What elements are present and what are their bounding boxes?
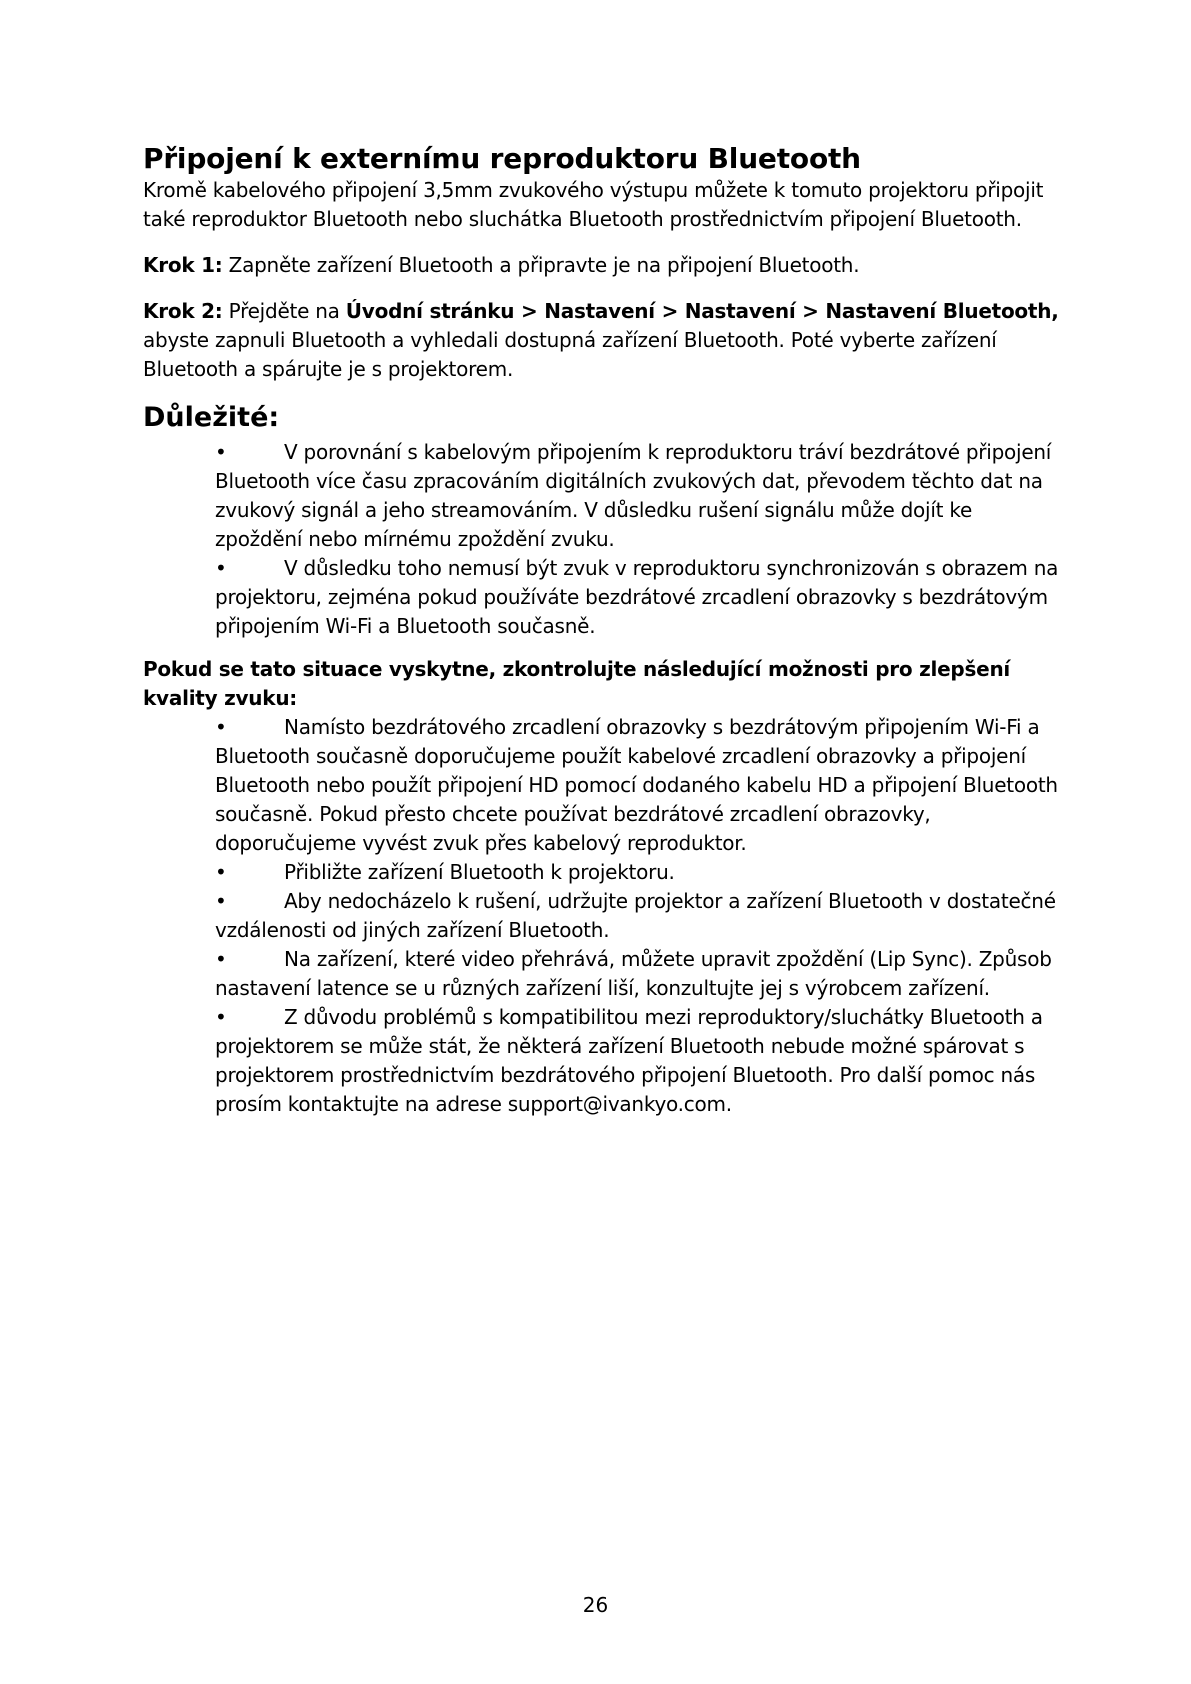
bullet-icon: • [215,889,227,913]
step-1-paragraph [143,251,1063,280]
step-2-text-after: abyste zapnuli Bluetooth a vyhledali dostupná zařízení Bluetooth. Poté vyberte zařízení Bluetooth a spárujte je s projektorem. [143,328,997,381]
list-item [215,1003,1063,1119]
document-page [143,142,1063,1119]
list-item-text: Namísto bezdrátového zrcadlení obrazovky s bezdrátovým připojením Wi-Fi a Bluetooth současně doporučujeme použít kabelové zrcadlení obrazovky a připojení Bluetooth nebo použít připojení HD pomocí dodaného kabelu HD a připojení Bluetooth současně. Pokud přesto chcete používat bezdrátové zrcadlení obrazovky, doporučujeme vyvést zvuk přes kabelový reproduktor. [215,715,1058,855]
bullet-icon: • [215,860,227,884]
list-item-text: V porovnání s kabelovým připojením k reproduktoru tráví bezdrátové připojení Bluetooth více času zpracováním digitálních zvukových dat, převodem těchto dat na zvukový signál a jeho streamováním. V důsledku rušení signálu může dojít ke zpoždění nebo mírnému zpoždění zvuku. [215,440,1052,551]
bullet-icon: • [215,556,227,580]
page-number: 26 [582,1593,609,1617]
list-item-text: Přibližte zařízení Bluetooth k projektoru. [284,860,675,884]
list-item [215,945,1063,1003]
step-1-text: Zapněte zařízení Bluetooth a připravte je na připojení Bluetooth. [222,253,860,277]
bullet-icon: • [215,947,227,971]
situation-heading: Pokud se tato situace vyskytne, zkontrolujte následující možnosti pro zlepšení kvality zvuku: [143,657,1011,710]
intro-paragraph: Kromě kabelového připojení 3,5mm zvukového výstupu můžete k tomuto projektoru připojit také reproduktor Bluetooth nebo sluchátka Bluetooth prostřednictvím připojení Bluetooth. [143,178,1044,231]
list-item [215,554,1063,641]
important-heading: Důležité: [143,402,280,433]
step-2-paragraph [143,297,1063,384]
step-2-text-before: Přejděte na [222,299,346,323]
list-item-text: Na zařízení, které video přehrává, můžete upravit zpoždění (Lip Sync). Způsob nastavení latence se u různých zařízení liší, konzultujte jej s výrobcem zařízení. [215,947,1052,1000]
bullet-icon: • [215,715,227,739]
bullet-icon: • [215,440,227,464]
list-item [215,713,1063,858]
step-1-label: Krok 1: [143,253,223,277]
section-title: Připojení k externímu reproduktoru Bluetooth [143,142,861,175]
list-item-text: V důsledku toho nemusí být zvuk v reproduktoru synchronizován s obrazem na projektoru, zejména pokud používáte bezdrátové zrcadlení obrazovky s bezdrátovým připojením Wi-Fi a Bluetooth současně. [215,556,1059,638]
important-list [143,438,1063,641]
list-item [215,438,1063,554]
list-item [215,858,1063,887]
tips-list [143,713,1063,1119]
bullet-icon: • [215,1005,227,1029]
settings-path: Úvodní stránku > Nastavení > Nastavení > Nastavení Bluetooth, [345,299,1059,323]
list-item-text: Z důvodu problémů s kompatibilitou mezi reproduktory/sluchátky Bluetooth a projektorem se může stát, že některá zařízení Bluetooth nebude možné spárovat s projektorem prostřednictvím bezdrátového připojení Bluetooth. Pro další pomoc nás prosím kontaktujte na adrese support@ivankyo.com. [215,1005,1043,1116]
list-item-text: Aby nedocházelo k rušení, udržujte projektor a zařízení Bluetooth v dostatečné vzdálenosti od jiných zařízení Bluetooth. [215,889,1056,942]
step-2-label: Krok 2: [143,299,223,323]
list-item [215,887,1063,945]
